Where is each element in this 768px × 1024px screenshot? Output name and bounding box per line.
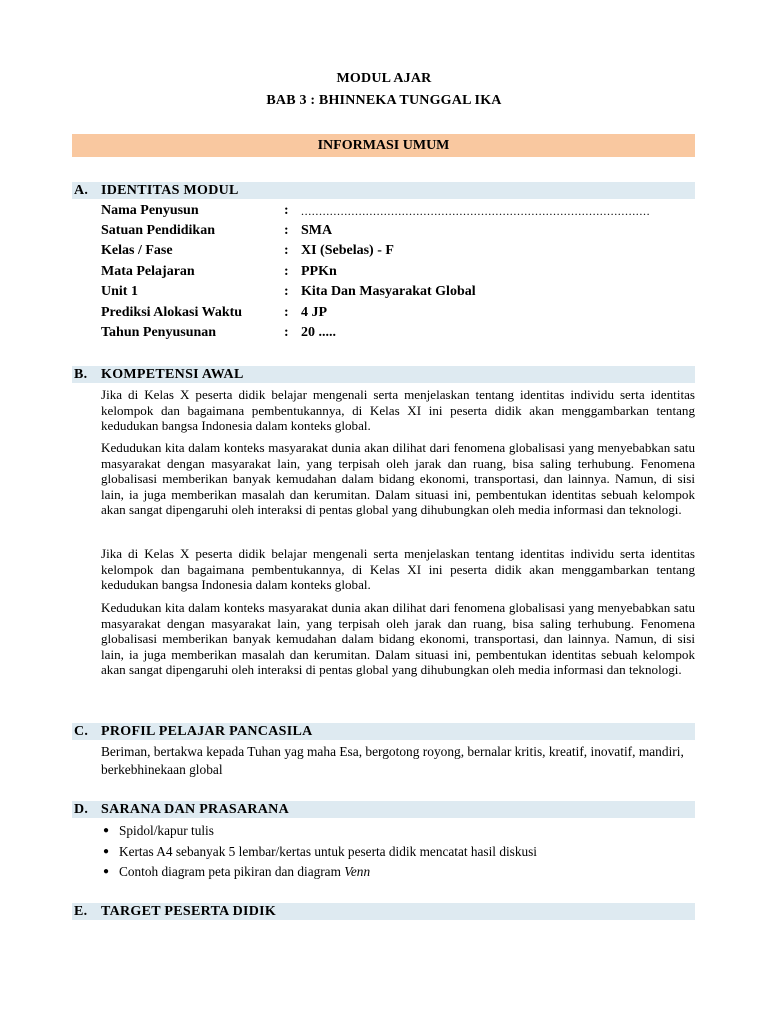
row-label: Prediksi Alokasi Waktu bbox=[101, 305, 243, 320]
row-label: Unit 1 bbox=[101, 284, 138, 299]
module-title: MODUL AJAR bbox=[336, 71, 432, 86]
row-value: Kita Dan Masyarakat Global bbox=[301, 284, 476, 299]
section-letter: E. bbox=[74, 904, 88, 919]
list-item bbox=[101, 822, 695, 842]
section-title: IDENTITAS MODUL bbox=[101, 183, 239, 198]
section-letter: B. bbox=[74, 367, 88, 382]
row-label: Mata Pelajaran bbox=[101, 264, 195, 279]
row-colon: : bbox=[284, 243, 289, 258]
row-value: ................................................................................................. bbox=[301, 204, 651, 218]
identity-row-school bbox=[101, 223, 695, 243]
row-colon: : bbox=[284, 284, 289, 299]
row-colon: : bbox=[284, 203, 289, 218]
row-colon: : bbox=[284, 223, 289, 238]
section-title: KOMPETENSI AWAL bbox=[101, 367, 244, 382]
section-a-header bbox=[72, 182, 695, 199]
row-colon: : bbox=[284, 325, 289, 340]
list-item-text-wrap bbox=[119, 863, 370, 881]
list-item bbox=[101, 843, 695, 863]
row-value: SMA bbox=[301, 223, 333, 238]
section-letter: A. bbox=[74, 183, 89, 198]
bullet-icon: ● bbox=[103, 825, 110, 836]
section-title: PROFIL PELAJAR PANCASILA bbox=[101, 724, 313, 739]
row-value: XI (Sebelas) - F bbox=[301, 243, 394, 258]
list-item bbox=[101, 863, 695, 883]
profile-text: Beriman, bertakwa kepada Tuhan yag maha Esa, bergotong royong, bernalar kritis, kreatif, inovatif, mandiri, berkebhinekaan global bbox=[101, 744, 684, 777]
row-value: 20 ..... bbox=[301, 325, 336, 340]
competency-paragraph-3: Jika di Kelas X peserta didik belajar mengenali serta menjelaskan tentang identitas individu serta identitas kelompok dan bagaimana pembentukannya, di Kelas XI ini peserta didik akan menggambarkan tentang kedudukan bangsa Indonesia dalam konteks global. bbox=[101, 546, 695, 592]
identity-row-subject bbox=[101, 264, 695, 284]
identity-row-unit bbox=[101, 284, 695, 304]
list-item-text: Spidol/kapur tulis bbox=[119, 823, 214, 838]
row-label: Satuan Pendidikan bbox=[101, 223, 215, 238]
row-label: Kelas / Fase bbox=[101, 243, 173, 258]
bullet-icon: ● bbox=[103, 846, 110, 857]
chapter-title: BAB 3 : BHINNEKA TUNGGAL IKA bbox=[266, 93, 502, 108]
list-item-text: Contoh diagram peta pikiran dan diagram bbox=[119, 864, 345, 879]
section-title: SARANA DAN PRASARANA bbox=[101, 802, 290, 817]
competency-paragraph-4: Kedudukan kita dalam konteks masyarakat dunia akan dilihat dari fenomena globalisasi yang menyebabkan satu masyarakat dengan masyarakat lain, yang terpisah oleh jarak dan ruang, bisa saling terhubung. Fenomena globalisasi memberikan banyak kemudahan dalam bidang ekonomi, transportasi, dan lainnya. Namun, di sisi lain, ia juga memberikan masalah dan kerumitan. Dalam situasi ini, pembentukan identitas sebuah kelompok akan sangat dipengaruhi oleh interaksi di pentas global yang dihubungkan oleh media informasi dan teknologi. bbox=[101, 600, 695, 677]
list-item-italic-text: Venn bbox=[344, 864, 371, 879]
section-b-header bbox=[72, 366, 695, 383]
identity-row-time bbox=[101, 305, 695, 325]
row-value: PPKn bbox=[301, 264, 337, 279]
section-c-header bbox=[72, 723, 695, 740]
row-colon: : bbox=[284, 264, 289, 279]
competency-paragraph-2: Kedudukan kita dalam konteks masyarakat dunia akan dilihat dari fenomena globalisasi yang menyebabkan satu masyarakat dengan masyarakat lain, yang terpisah oleh jarak dan ruang, bisa saling terhubung. Fenomena globalisasi memberikan banyak kemudahan dalam bidang ekonomi, transportasi, dan lainnya. Namun, di sisi lain, ia juga memberikan masalah dan kerumitan. Dalam situasi ini, pembentukan identitas sebuah kelompok akan sangat dipengaruhi oleh interaksi di pentas global yang dihubungkan oleh media informasi dan teknologi. bbox=[101, 440, 695, 517]
row-label: Tahun Penyusunan bbox=[101, 325, 217, 340]
bullet-icon: ● bbox=[103, 866, 110, 877]
identity-row-class bbox=[101, 243, 695, 263]
identity-row-year bbox=[101, 325, 695, 345]
row-colon: : bbox=[284, 305, 289, 320]
row-label: Nama Penyusun bbox=[101, 203, 199, 218]
competency-paragraph-1: Jika di Kelas X peserta didik belajar mengenali serta menjelaskan tentang identitas individu serta identitas kelompok dan bagaimana pembentukannya, di Kelas XI ini peserta didik akan menggambarkan tentang kedudukan bangsa Indonesia dalam konteks global. bbox=[101, 387, 695, 433]
section-d-header bbox=[72, 801, 695, 818]
identity-row-author bbox=[101, 203, 695, 223]
list-item-text: Kertas A4 sebanyak 5 lembar/kertas untuk peserta didik mencatat hasil diskusi bbox=[119, 844, 538, 859]
section-letter: C. bbox=[74, 724, 89, 739]
section-title: TARGET PESERTA DIDIK bbox=[101, 904, 277, 919]
row-value: 4 JP bbox=[301, 305, 328, 320]
section-e-header bbox=[72, 903, 695, 920]
section-letter: D. bbox=[74, 802, 89, 817]
info-banner: INFORMASI UMUM bbox=[72, 134, 695, 157]
